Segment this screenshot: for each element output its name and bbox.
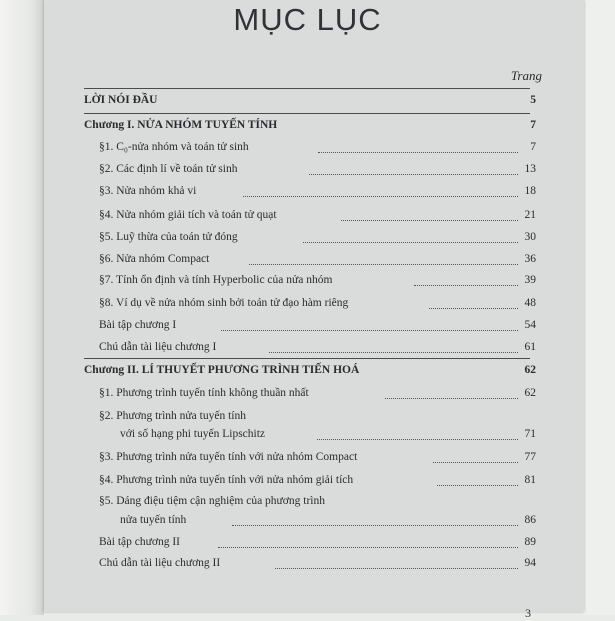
toc-entry-page: 81 [524,474,536,486]
toc-entry-page: 39 [524,274,536,286]
dot-leader [341,219,518,221]
toc-entry-label: §1. Phương trình tuyến tính không thuần nhất [99,387,309,399]
toc-entry-page: 48 [524,297,536,309]
dot-leader [433,461,518,463]
toc-entry-label: §6. Nửa nhóm Compact [99,253,210,265]
dot-leader [318,151,518,153]
toc-entry-label: §2. Phương trình nửa tuyến tính [99,410,246,422]
divider [84,358,530,359]
dot-leader [269,351,518,353]
toc-entry-label: Chú dẫn tài liệu chương II [99,557,221,569]
dot-leader [414,284,518,286]
toc-entry-label: Bài tập chương II [99,536,180,548]
toc-entry-page: 62 [524,387,536,399]
toc-entry-label: Chương II. LÍ THUYẾT PHƯƠNG TRÌNH TIẾN HOÁ [84,364,360,376]
toc-entry-page: 5 [530,94,536,106]
toc-entry-page: 7 [530,141,536,153]
divider [84,88,530,89]
divider [84,113,530,114]
toc-entry-label: Chương I. NỬA NHÓM TUYẾN TÍNH [84,119,278,131]
toc-entry-page: 36 [524,253,536,265]
toc-entry-page: 7 [530,119,536,131]
toc-entry-page: 30 [524,231,536,243]
toc-entry-label: §7. Tính ổn định và tính Hyperbolic của nửa nhóm [99,274,333,286]
toc-entry-label: Bài tập chương I [99,319,177,331]
toc-entry-page: 77 [524,451,536,463]
toc-entry-label: §3. Phương trình nửa tuyến tính với nửa nhóm Compact [99,451,358,463]
toc-entry-label: §3. Nửa nhóm khả vi [99,185,197,197]
toc-entry-page: 71 [524,428,536,440]
toc-entry-page: 18 [524,185,536,197]
toc-entry-page: 13 [524,163,536,175]
page-title: MỤC LỤC [233,2,382,37]
dot-leader [249,263,518,265]
toc-entry-page: 54 [524,319,536,331]
toc-entry-label: §4. Phương trình nửa tuyến tính với nửa nhóm giải tích [99,474,354,486]
toc-entry-page: 62 [524,364,536,376]
toc-entry-label: Chú dẫn tài liệu chương I [99,341,217,353]
toc-entry-label: §2. Các định lí về toán tử sinh [99,163,238,175]
toc-entry-page: 89 [524,536,536,548]
toc-entry-label: §4. Nửa nhóm giải tích và toán tử quạt [99,209,277,221]
toc-entry-label: §8. Ví dụ về nửa nhóm sinh bởi toán tử đạo hàm riêng [99,297,349,309]
page-column-header: Trang [510,68,542,83]
dot-leader [243,195,518,197]
toc-entry-page: 86 [524,514,536,526]
page-number: 3 [525,606,531,620]
left-edge-strip [0,0,44,615]
toc-entry-page: 21 [524,209,536,221]
dot-leader [429,307,518,309]
toc-entry-label: §5. Luỹ thừa của toán tử đóng [99,231,238,243]
dot-leader [385,397,518,399]
toc-entry-label: LỜI NÓI ĐẦU [84,94,158,106]
toc-entry-label: §5. Dáng điệu tiệm cận nghiệm của phương trình [99,495,325,507]
toc-entry-page: 94 [524,557,536,569]
dot-leader [221,329,518,331]
dot-leader [218,546,518,548]
toc-entry-label: §1. C₀-nửa nhóm và toán tử sinh [99,141,249,153]
dot-leader [309,173,518,175]
dot-leader [275,567,518,569]
dot-leader [232,524,518,526]
dot-leader [317,438,518,440]
dot-leader [437,484,518,486]
toc-entry-label: với số hạng phi tuyến Lipschitz [120,428,266,440]
toc-entry-label: nửa tuyến tính [120,514,187,526]
dot-leader [303,241,518,243]
toc-entry-page: 61 [524,341,536,353]
